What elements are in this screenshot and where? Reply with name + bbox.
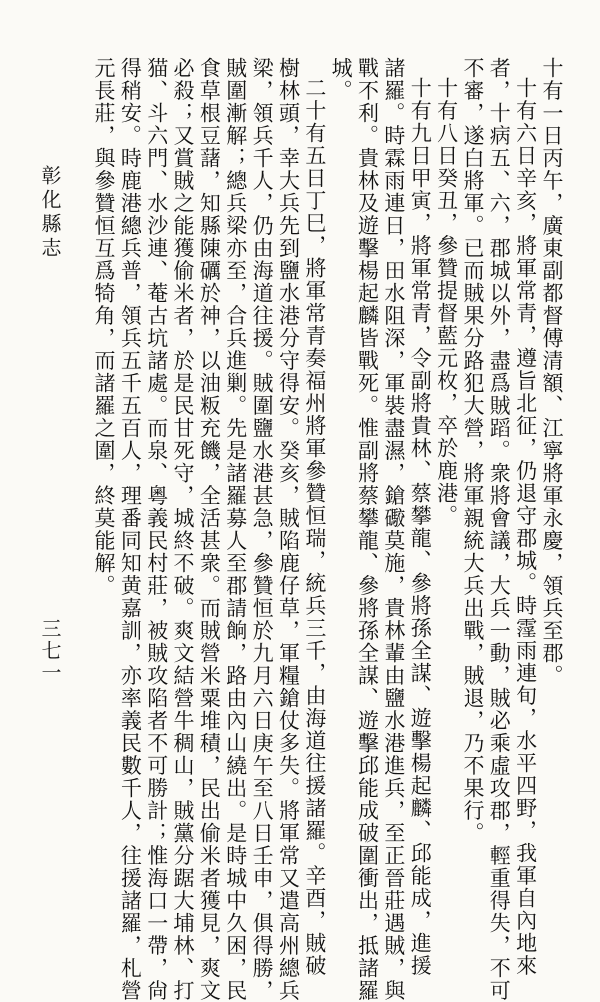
page-number: 三七一: [38, 618, 62, 684]
text-column-5: 十有八日癸丑，參贊提督藍元枚，卒於鹿港。: [434, 77, 459, 527]
text-column-15: 必殺；又賞賊之能獲偷米者，於是民甘死守，城終不破。爽文結營牛稠山，賊黨分踞大埔林、打: [171, 57, 196, 1002]
text-column-10: 二十有五日丁巳，將軍常青奏福州將軍參贊恒瑞，統兵三千，由海道往援諸羅。辛酉，賊破: [302, 77, 327, 977]
text-column-18: 元長莊，與參贊恒互爲犄角，而諸羅之圍，終莫能解。: [92, 57, 116, 597]
running-header: 彰化縣志: [38, 165, 62, 261]
text-column-1: 十有一日丙午，廣東副都督傅清額、江寧將軍永慶，領兵至郡。: [540, 57, 564, 687]
text-column-4: 不審，遂白將軍。已而賊果分路犯大營，將軍親統大兵出戰，賊退，乃不果行。: [460, 57, 485, 845]
text-column-7: 諸羅。時霖雨連日，田水阻深，軍裝盡濕，鎗礮莫施，貴林輩由鹽水港進兵，至正晉莊遇賊，與: [381, 57, 406, 1002]
text-column-11: 樹林頭，幸大兵先到鹽水港分守得安。癸亥，賊陷鹿仔草，軍糧鎗仗多失。將軍常又遣高州總兵: [276, 57, 301, 1002]
text-column-13: 賊圍漸解；總兵梁亦至，合兵進剿。先是諸羅募人至郡請餉，路由內山繞出。是時城中久困，民: [223, 57, 248, 1002]
text-column-14: 食草根豆藷，知縣陳礪於神，以油粄充饑，全活甚衆。而賊營米粟堆積，民出偷米者獲見，爽文: [197, 57, 222, 1002]
text-column-6: 十有九日甲寅，將軍常青，令副將貴林、蔡攀龍、參將孫全謀、遊擊楊起麟、邱能成，進援: [408, 77, 433, 977]
text-column-12: 梁，領兵千人，仍由海道往援。賊圍鹽水港甚急，參贊恒於九月六日庚午至八日壬申，俱得勝，: [250, 57, 275, 1002]
text-column-3: 者，十病五、六，郡城以外，盡爲賊蹈。衆將會議，大兵一動，賊必乘虛攻郡，輕重得失，不可: [487, 57, 512, 1002]
text-column-9: 城。: [329, 57, 354, 102]
text-column-16: 猫、斗六門、水沙連、菴古坑諸處。而泉、粵義民村莊，被賊攻陷者不可勝計；惟海口一帶，尙: [144, 57, 169, 1002]
text-column-2: 十有六日辛亥，將軍常青，遵旨北征，仍退守郡城。時霪雨連旬，水平四野，我軍自內地來: [513, 77, 538, 977]
text-column-17: 得稍安。時鹿港總兵普，領兵五千五百人，理番同知黄嘉訓，亦率義民數千人，往援諸羅，札營: [118, 57, 143, 1002]
text-column-8: 戰不利。貴林及遊擊楊起麟皆戰死。惟副將蔡攀龍、參將孫全謀、遊擊邱能成破圍衝出，抵諸羅: [355, 57, 380, 1002]
